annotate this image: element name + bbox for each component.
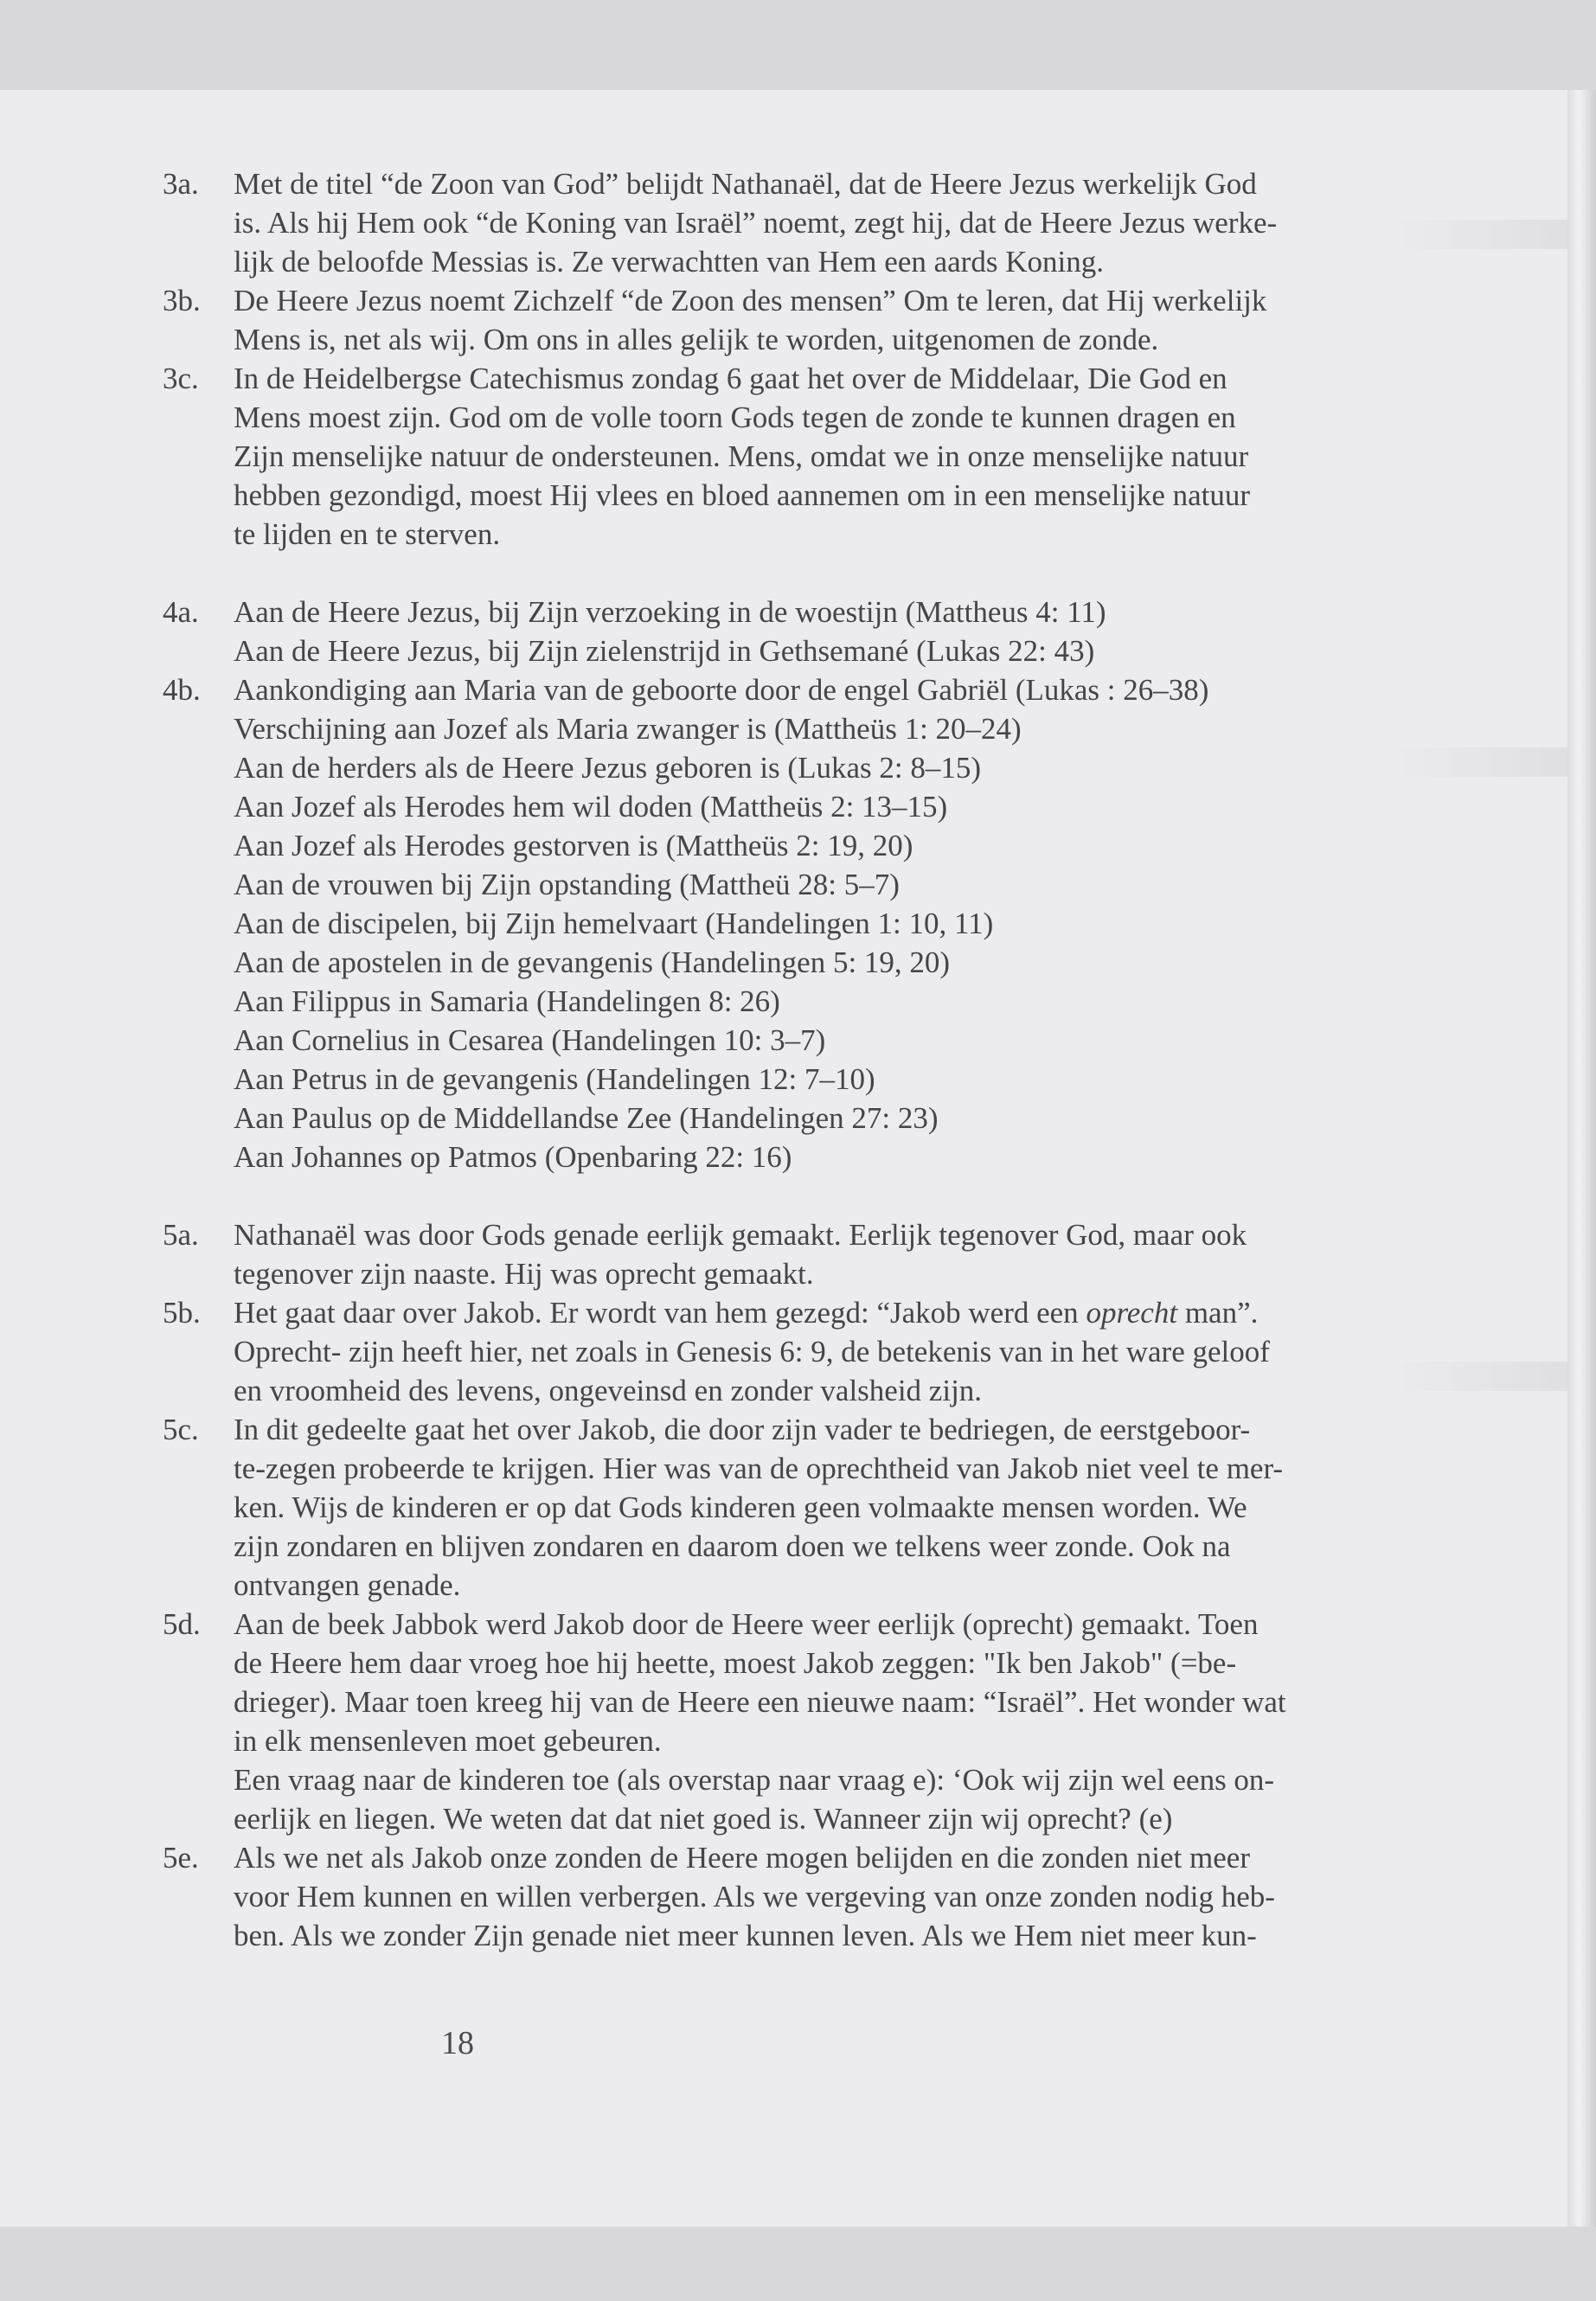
page-number: 18	[441, 2025, 474, 2061]
text-line: Aan Johannes op Patmos (Openbaring 22: 16)	[234, 1140, 792, 1174]
answer-body	[234, 1838, 1501, 1955]
section-gap	[163, 554, 1501, 593]
answer-label: 5d.	[163, 1607, 201, 1641]
text-line: te-zegen probeerde te krijgen. Hier was van de oprechtheid van Jakob niet veel te mer-	[234, 1452, 1284, 1485]
answer-body	[234, 281, 1501, 359]
text-line: Oprecht- zijn heeft hier, net zoals in Genesis 6: 9, de betekenis van in het ware geloof	[234, 1335, 1270, 1368]
answer-item	[163, 593, 1501, 670]
text-line: ken. Wijs de kinderen er op dat Gods kinderen geen volmaakte mensen worden. We	[234, 1490, 1247, 1524]
answer-label: 5b.	[163, 1296, 201, 1330]
text-line: Verschijning aan Jozef als Maria zwanger is (Mattheüs 1: 20–24)	[234, 712, 1022, 746]
answer-body	[234, 1215, 1501, 1293]
answer-body	[234, 1293, 1501, 1410]
text-line: is. Als hij Hem ook “de Koning van Israël” noemt, zegt hij, dat de Heere Jezus werke-	[234, 206, 1278, 240]
answer-label: 5c.	[163, 1413, 199, 1446]
text-line: Aan de apostelen in de gevangenis (Handelingen 5: 19, 20)	[234, 945, 951, 979]
answer-body	[234, 1605, 1501, 1838]
text-line: Aan de Heere Jezus, bij Zijn zielenstrijd in Gethsemané (Lukas 22: 43)	[234, 634, 1095, 668]
text-line: Aan Paulus op de Middellandse Zee (Handelingen 27: 23)	[234, 1101, 939, 1135]
answer-label: 3b.	[163, 284, 201, 317]
answer-label: 5e.	[163, 1841, 199, 1875]
text-line: ben. Als we zonder Zijn genade niet meer kunnen leven. Als we Hem niet meer kun-	[234, 1919, 1257, 1952]
page-edge	[1567, 90, 1596, 2227]
text-line: hebben gezondigd, moest Hij vlees en bloed aannemen om in een menselijke natuur	[234, 478, 1251, 512]
answer-text-block	[163, 164, 1501, 1955]
text-line: In dit gedeelte gaat het over Jakob, die door zijn vader te bedriegen, de eerstgeboor-	[234, 1413, 1251, 1446]
text-line: ontvangen genade.	[234, 1568, 461, 1602]
answer-item	[163, 281, 1501, 359]
text-line: Nathanaël was door Gods genade eerlijk gemaakt. Eerlijk tegenover God, maar ook	[234, 1218, 1247, 1252]
section-gap	[163, 1176, 1501, 1215]
text-line: Aan Filippus in Samaria (Handelingen 8: 26)	[234, 984, 780, 1018]
text-line: te lijden en te sterven.	[234, 517, 501, 551]
answer-body	[234, 1410, 1501, 1605]
text-line: Aan Cornelius in Cesarea (Handelingen 10: 3–7)	[234, 1023, 826, 1057]
text-line: Mens is, net als wij. Om ons in alles gelijk te worden, uitgenomen de zonde.	[234, 323, 1159, 356]
text-line: en vroomheid des levens, ongeveinsd en zonder valsheid zijn.	[234, 1374, 983, 1407]
text-line: drieger). Maar toen kreeg hij van de Heere een nieuwe naam: “Israël”. Het wonder wat	[234, 1685, 1286, 1719]
text-line: eerlijk en liegen. We weten dat dat niet goed is. Wanneer zijn wij oprecht? (e)	[234, 1802, 1173, 1836]
answer-item	[163, 1410, 1501, 1605]
answer-body	[234, 359, 1501, 554]
text-line: In de Heidelbergse Catechismus zondag 6 gaat het over de Middelaar, Die God en	[234, 362, 1227, 395]
text-line: Aan Petrus in de gevangenis (Handelingen 12: 7–10)	[234, 1062, 875, 1096]
text-line: Als we net als Jakob onze zonden de Heere mogen belijden en die zonden niet meer	[234, 1841, 1250, 1875]
emphasis: oprecht	[1086, 1296, 1178, 1330]
text-line: Aan de discipelen, bij Zijn hemelvaart (Handelingen 1: 10, 11)	[234, 907, 994, 940]
answer-label: 4b.	[163, 673, 201, 707]
answer-label: 5a.	[163, 1218, 199, 1252]
answer-item	[163, 164, 1501, 281]
text-line: Aan de Heere Jezus, bij Zijn verzoeking in de woestijn (Mattheus 4: 11)	[234, 595, 1106, 629]
answer-item	[163, 1215, 1501, 1293]
answer-body	[234, 593, 1501, 670]
answer-item	[163, 1605, 1501, 1838]
text-line: Een vraag naar de kinderen toe (als overstap naar vraag e): ‘Ook wij zijn wel eens on-	[234, 1763, 1275, 1797]
text-line: Mens moest zijn. God om de volle toorn Gods tegen de zonde te kunnen dragen en	[234, 401, 1236, 434]
answer-body	[234, 164, 1501, 281]
text-line: Het gaat daar over Jakob. Er wordt van hem gezegd: “Jakob werd een oprecht man”.	[234, 1296, 1259, 1330]
text-line: de Heere hem daar vroeg hoe hij heette, moest Jakob zeggen: "Ik ben Jakob" (=be-	[234, 1646, 1237, 1680]
text-line: De Heere Jezus noemt Zichzelf “de Zoon des mensen” Om te leren, dat Hij werkelijk	[234, 284, 1267, 317]
text-line: Aan Jozef als Herodes gestorven is (Mattheüs 2: 19, 20)	[234, 829, 913, 862]
text-line: Zijn menselijke natuur de ondersteunen. Mens, omdat we in onze menselijke natuur	[234, 439, 1249, 473]
text-line: lijk de beloofde Messias is. Ze verwachtten van Hem een aards Koning.	[234, 245, 1104, 279]
answer-item	[163, 359, 1501, 554]
answer-body	[234, 670, 1501, 1176]
text-line: Aan de herders als de Heere Jezus geboren is (Lukas 2: 8–15)	[234, 751, 981, 785]
answer-item	[163, 1838, 1501, 1955]
answer-item	[163, 1293, 1501, 1410]
text-line: voor Hem kunnen en willen verbergen. Als we vergeving van onze zonden nodig heb-	[234, 1880, 1275, 1913]
text-line: Aan de vrouwen bij Zijn opstanding (Mattheü 28: 5–7)	[234, 868, 900, 901]
text-line: Aan de beek Jabbok werd Jakob door de Heere weer eerlijk (oprecht) gemaakt. Toen	[234, 1607, 1259, 1641]
answer-item	[163, 670, 1501, 1176]
text-line: Aan Jozef als Herodes hem wil doden (Mattheüs 2: 13–15)	[234, 790, 948, 824]
answer-label: 3c.	[163, 362, 199, 395]
text-line: in elk mensenleven moet gebeuren.	[234, 1724, 662, 1758]
text-line: tegenover zijn naaste. Hij was oprecht gemaakt.	[234, 1257, 814, 1291]
text-line: Aankondiging aan Maria van de geboorte door de engel Gabriël (Lukas : 26–38)	[234, 673, 1209, 707]
answer-label: 4a.	[163, 595, 199, 629]
text-line: zijn zondaren en blijven zondaren en daarom doen we telkens weer zonde. Ook na	[234, 1529, 1231, 1563]
text-line: Met de titel “de Zoon van God” belijdt Nathanaël, dat de Heere Jezus werkelijk God	[234, 167, 1257, 201]
answer-label: 3a.	[163, 167, 199, 201]
